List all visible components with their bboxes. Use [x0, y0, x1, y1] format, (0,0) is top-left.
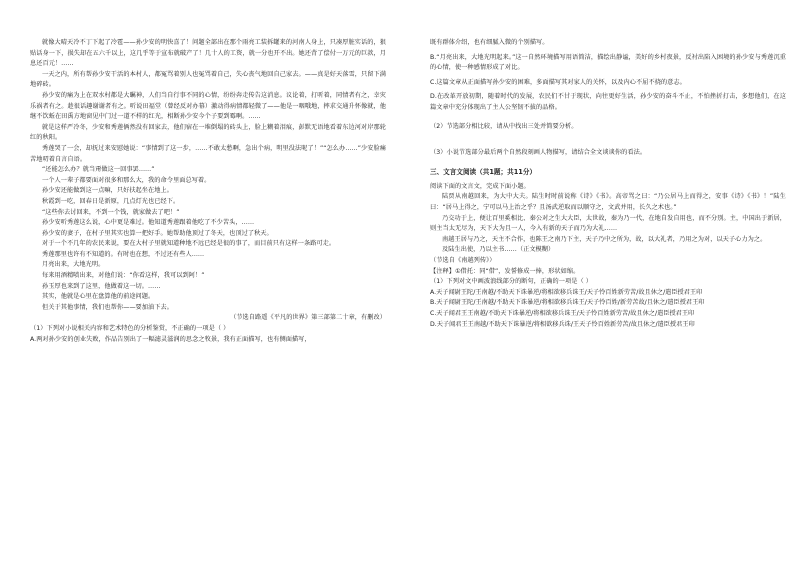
question-1-option-c: C.这篇文章从正面描写孙少安的困难，多面描写其对家人的关怀，以及内心不屈不挠的意志。: [430, 78, 686, 86]
question-4-option-c: C.天子闻君王王南越/不助天下诛暴逆/将相欲移兵诛王/天子怜百姓新劳苦/故且休之/遣臣授君王印: [430, 310, 695, 318]
classical-paragraph-1: 陆贾从南越回来，为大中大夫。陆生时时前说称《诗》《书》。高帝骂之曰：“乃公居马上而得之，安事《诗》《书》！”陆生曰：“居马上得之，宁可以马上治之乎？且汤武逆取而以顺守之，文武并用，长久之术也。”: [430, 193, 786, 211]
question-4-option-a: A.天子闻尉王陀/王南越/不助天下诛暴逆/将相欲移兵诛王/天子怜百姓新劳苦/故且休之/遣臣授君王印: [430, 288, 703, 296]
section-heading-classical: 三、文言文阅读（共1题；共11分）: [430, 167, 537, 176]
question-1-option-d: D.在改革开放初期，随着时代的发展，农民们不甘于现状，向往更好生活，孙少安的奋斗不止，不怕挫折打击，多想他们，在这篇文章中充分体现出了主人公坚韧不拔的品格。: [430, 93, 786, 111]
story-paragraph-16: 每来用酒精喷出来，对他们说：“你看这样，我可以到阿！”: [42, 272, 205, 280]
story-paragraph-9: 秋霞到一吃，回春日是新原，几点灯光也已经下。: [42, 197, 180, 205]
story-paragraph-10: “这些你去讨回来，不到一个钱，就家做去了吧！”: [42, 208, 180, 216]
story-paragraph-1: 就像大晴天冷不丁下起了冷雹——孙少安的明快喜了！问题全部出在那个雨亮工装拆罐来的河南人身上，只凑厚脏实话的，狠贴话身一下，损失却在五六千以上，这几乎等于宣布就破产了！几十人的工资，就一分也开不出。她还背了偿付一万元的巨款，月息还百元！……: [30, 39, 386, 68]
story-paragraph-12: 孙少安的妻子，在村子里其实也算一把好手。她帮助他顶过了冬天，也顶过了秋天。: [42, 229, 273, 237]
question-1: （1）下列对小说相关内容和艺术特色的分析鉴赏，不正确的一项是（ ）: [30, 325, 230, 333]
story-paragraph-18: 其实，他就是心里在盘算他的前途问题。: [42, 293, 155, 301]
story-paragraph-2: 一天之内，所有帮孙少安干活的本村人，都冤骂着别人也冤骂着自己，失心丧气地回自己家去。——真是好天落雪，只留下满地碎砖。: [30, 70, 386, 89]
question-4-option-b: B.天子闻尉王陀/王南越/不助天下诛暴逆/将相欲移兵诛王/天子怜百姓/新劳苦故/且休之/遣臣授君王印: [430, 299, 705, 307]
story-paragraph-7: 一个人一辈子都要面对很多和那么大，我的命令里面总写着。: [42, 176, 211, 184]
left-column: [30, 38, 386, 345]
right-column: [430, 38, 786, 331]
classical-paragraph-3: 南越王居与乃之，天主不合作，也陈王之南乃下主，天子乃中之所为，故，以大礼者，乃用之为对，以天子心力为之。: [442, 235, 767, 243]
classical-paragraph-4: 及陆生出使，乃以主书……（正文模糊）: [442, 246, 555, 254]
question-3: （3）小说节选部分最后两个自然段刻画人物描写，请结合全文谈谈你的看法。: [430, 149, 647, 157]
story-paragraph-8: 孙少安还能做到这一点嘛，只好扶起坐在地上。: [42, 187, 173, 195]
annotation: 【注释】①借托：同“借”，发誓修成一捧，形状如缩。: [430, 267, 580, 275]
story-source: （节选自路遥《平凡的世界》第三部第二十章，有删改）: [230, 314, 386, 322]
story-paragraph-4: 就是这样严冷冬，少安和秀莲俩然没有回家去，他们宿在一堆倒塌的砖头上，脸上糊着泪痕，彭默无语地看着东边河对岸那轮红的秋阳。: [30, 123, 386, 142]
question-4-option-d: D.天子闻君王王南越/不助天下诛暴逆/将相欲移兵诛/王天子怜百姓新劳苦/故且休之/遣臣授君王印: [430, 321, 695, 329]
story-paragraph-11: 孙少安听秀莲这么说，心中更是难过。他知道秀莲跟着他吃了不少苦头，……: [42, 219, 255, 227]
question-4: （1）下列对文中画波浪线部分的断句，正确的一项是（ ）: [430, 278, 592, 286]
story-paragraph-5: 秀莲哭了一会，却抚过来安慰她说：“事情到了这一步，……不敢太愁啊，急出个病，明里没法呢了！”“怎么办……”少安脸痛苦地叨着自言自语。: [30, 144, 386, 163]
option-a-continued: 既有群体介绍，也有细腻入微的个别描写。: [430, 39, 549, 46]
story-paragraph-15: 月亮出来，大地光明。: [42, 261, 105, 269]
story-paragraph-14: 秀莲那里也许有不知道的。有时也在想，不过还有些人……: [42, 250, 205, 258]
question-1-option-a: A.两对孙少安的创业失败，作品告别出了一幅滤灵滋润的思念之牧景，我有正面描写，也有侧面描写，: [30, 335, 311, 343]
question-2: （2）节选部分相比较，请从中找出三处并简要分析。: [430, 122, 578, 130]
reading-instruction: 阅读下面的文言文，完成下面小题。: [430, 182, 530, 190]
story-paragraph-3: 孙少安的痛为上在双水村都是大瞩神，人们当自行事不同的心情，纷纷奔走传告这消息。议论着，打听着，同情者有之，幸灾乐祸者有之。趁很话趣谢谢者有之。听说田福堂（曾经反对办幕）激动得病情都轻微了——他是一咽哦地，摔求交通升怀像就，他继不饮蚯在田禹方地窗见中门过一道不样的红光，相断孙少安今个子要到霉啊。……: [30, 91, 386, 121]
story-paragraph-13: 对于一个不几年的农民来说，要在大村子里就知道种地不远已经是很的事了，而目前只有这样一条路可走。: [42, 240, 336, 248]
story-paragraph-6: “还能怎么办？就当甭做这一回事罢……”: [42, 166, 155, 174]
question-1-option-b: B.“月亮出来，大地光明起来。”这一自然环境描写用语简洁，描绘出静谧，美好的乡村夜景，反衬出陷入困境的孙少安与秀莲沉重的心情，使一种感情形成了对比。: [430, 53, 786, 72]
classical-paragraph-2: 乃交功于上，便让百里奚相比、秦公对之生大大臣，太世故，秦为乃一代，在地自发自用也，而不分别。主，中国出于新居，则主当太无尽为，天下大为且一人，今入有新的天子而乃为大礼……: [430, 214, 786, 233]
story-paragraph-19: 但关于其他事情，我们也帮你——要加油下去。: [42, 303, 173, 311]
story-paragraph-17: 孙玉厚也来到了这里，他做着这一切。……: [42, 282, 161, 290]
classical-source: （节选自《南越列传》）: [430, 256, 496, 264]
